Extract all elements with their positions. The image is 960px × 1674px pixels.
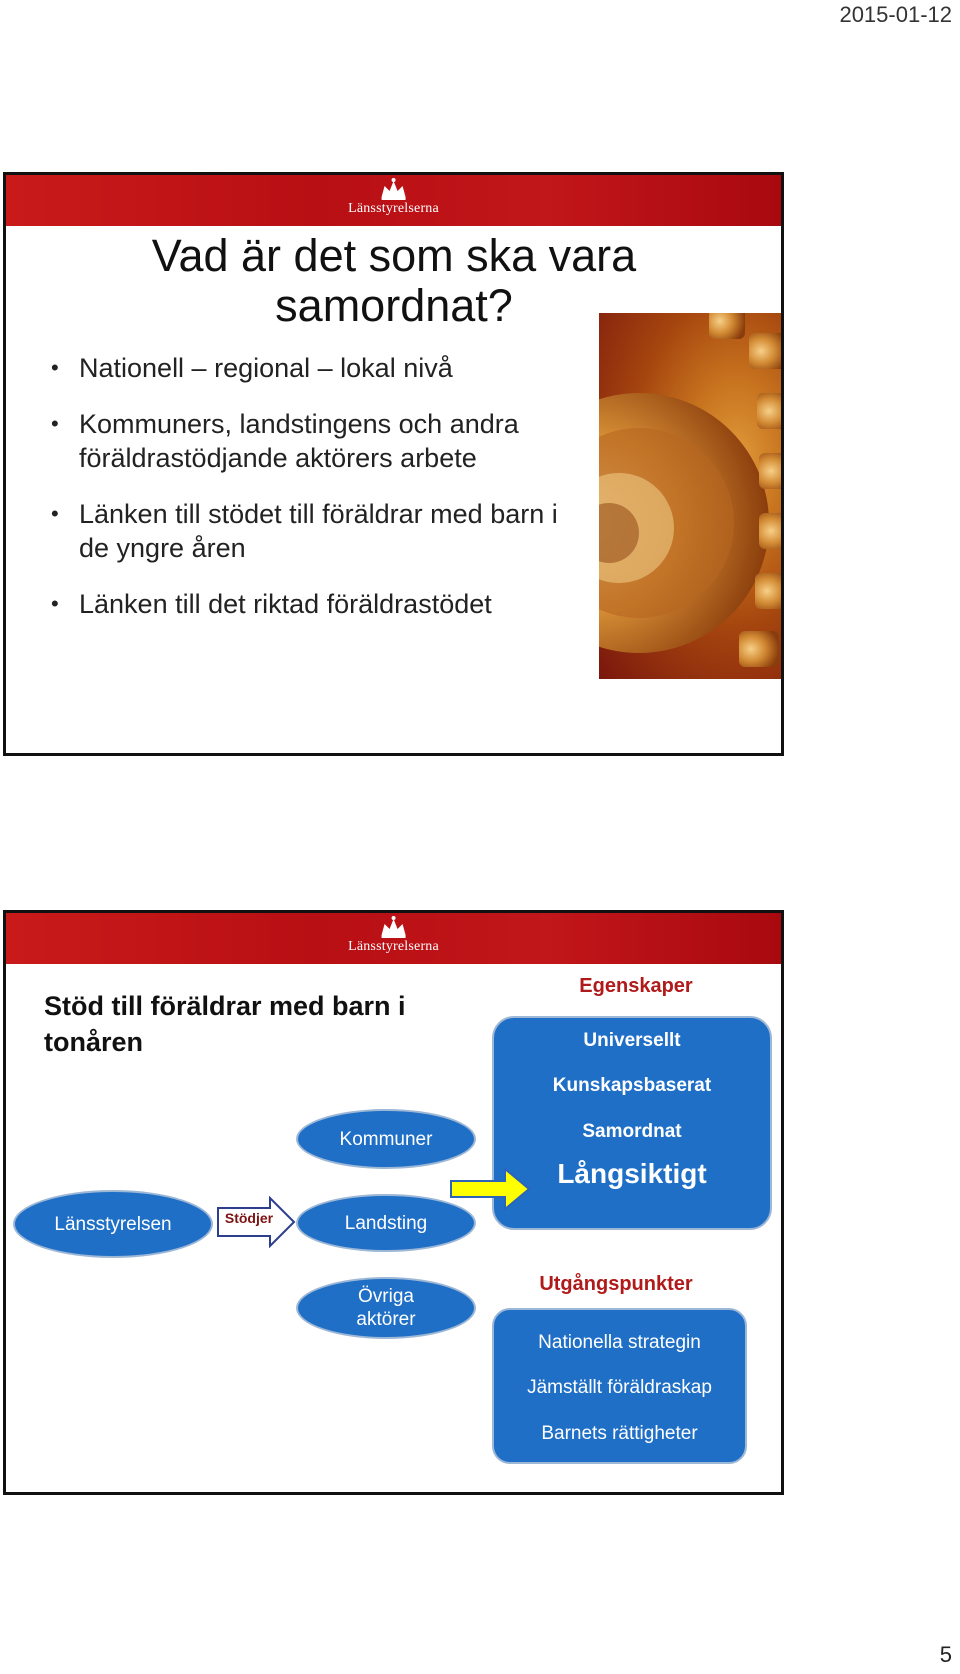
kommuner-pill: Kommuner bbox=[296, 1109, 476, 1169]
bullet-item: • Länken till det riktad föräldrastödet bbox=[51, 587, 591, 621]
ovriga-aktorer-pill bbox=[296, 1277, 476, 1339]
page-date: 2015-01-12 bbox=[839, 2, 952, 27]
logo-text: Länsstyrelserna bbox=[348, 201, 439, 216]
egenskaper-item: Kunskapsbaserat bbox=[552, 1075, 712, 1096]
egenskaper-item: Samordnat bbox=[582, 1121, 682, 1142]
landsting-pill: Landsting bbox=[296, 1194, 476, 1252]
crown-icon bbox=[378, 177, 408, 201]
utgangspunkter-item: Barnets rättigheter bbox=[541, 1423, 698, 1444]
lansstyrelserna-logo bbox=[348, 177, 439, 217]
utgangspunkter-item: Nationella strategin bbox=[538, 1332, 701, 1353]
utgangspunkter-box bbox=[492, 1308, 747, 1464]
bullet-item: • Kommuners, landstingens och andra föräldrastödjande aktörers arbete bbox=[51, 407, 591, 475]
utgangspunkter-label: Utgångspunkter bbox=[539, 1273, 693, 1295]
slide-banner bbox=[6, 913, 781, 964]
title-line-2: samordnat? bbox=[275, 280, 513, 331]
slide-1 bbox=[3, 172, 784, 756]
egenskaper-item: Långsiktigt bbox=[557, 1158, 707, 1189]
bullet-item: • Nationell – regional – lokal nivå bbox=[51, 351, 591, 385]
egenskaper-item: Universellt bbox=[583, 1030, 681, 1051]
lansstyrelsen-pill: Länsstyrelsen bbox=[13, 1190, 213, 1258]
page-number: 5 bbox=[939, 1642, 952, 1667]
arrow-right-icon bbox=[449, 1167, 531, 1211]
lansstyrelserna-logo bbox=[348, 915, 439, 955]
slide-2 bbox=[3, 910, 784, 1495]
egenskaper-label: Egenskaper bbox=[579, 975, 693, 997]
title-line-1: Vad är det som ska vara bbox=[151, 230, 637, 281]
gear-icon bbox=[599, 313, 782, 679]
egenskaper-box bbox=[492, 1016, 772, 1230]
slide-title bbox=[124, 231, 664, 331]
bullet-item: • Länken till stödet till föräldrar med barn i de yngre åren bbox=[51, 497, 591, 565]
utgangspunkter-item: Jämställt föräldraskap bbox=[527, 1377, 712, 1398]
logo-text: Länsstyrelserna bbox=[348, 939, 439, 954]
bullet-list bbox=[51, 351, 591, 643]
slide-banner bbox=[6, 175, 781, 226]
slide-heading: Stöd till föräldrar med barn i tonåren bbox=[44, 991, 406, 1057]
gears-photo bbox=[599, 313, 782, 679]
crown-icon bbox=[378, 915, 408, 939]
ovriga-aktorer-label: Övriga aktörer bbox=[356, 1286, 416, 1330]
stodjer-label: Stödjer bbox=[224, 1210, 274, 1226]
